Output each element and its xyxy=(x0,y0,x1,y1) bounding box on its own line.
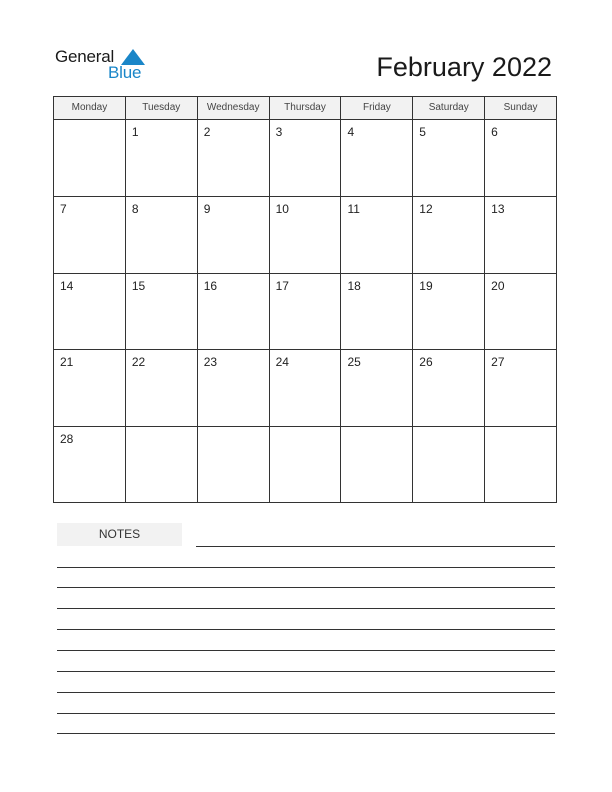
week-row xyxy=(54,273,556,349)
day-cell xyxy=(126,350,198,425)
day-number: 20 xyxy=(491,278,505,293)
day-number: 24 xyxy=(275,355,289,370)
day-number: 10 xyxy=(275,202,289,217)
week-row xyxy=(54,196,556,272)
day-number: 6 xyxy=(491,125,498,139)
day-number: 7 xyxy=(60,202,67,217)
note-line xyxy=(57,692,555,693)
day-number: 21 xyxy=(60,355,74,370)
day-number: 16 xyxy=(203,278,218,293)
weekday-tuesday: Tuesday xyxy=(126,97,198,119)
day-cell xyxy=(485,350,556,425)
weekday-sunday: Sunday xyxy=(503,102,538,113)
day-cell xyxy=(198,197,270,272)
note-line xyxy=(196,546,555,547)
weekday-header xyxy=(53,96,557,120)
note-line xyxy=(57,629,555,630)
note-line xyxy=(57,733,555,734)
week-row xyxy=(54,120,556,196)
note-line xyxy=(57,671,555,672)
weekday-thursday: Thursday xyxy=(270,97,342,119)
day-cell xyxy=(341,197,413,272)
day-cell xyxy=(54,350,126,425)
day-cell xyxy=(341,350,413,425)
day-number: 27 xyxy=(491,355,505,370)
day-cell xyxy=(198,274,270,349)
day-number: 13 xyxy=(491,202,505,217)
day-cell xyxy=(198,350,270,425)
day-cell xyxy=(341,427,413,502)
day-cell xyxy=(126,274,198,349)
day-cell xyxy=(413,274,485,349)
weekday-wednesday: Wednesday xyxy=(198,97,270,119)
note-line xyxy=(57,650,555,651)
day-cell xyxy=(198,427,270,502)
day-number: 26 xyxy=(419,355,433,370)
note-line xyxy=(57,587,555,588)
weekday-saturday: Saturday xyxy=(413,97,485,119)
day-cell xyxy=(126,427,198,502)
day-number: 5 xyxy=(419,125,426,139)
day-cell xyxy=(341,274,413,349)
day-number: 25 xyxy=(347,355,361,370)
logo-blue-text: Blue xyxy=(108,63,142,82)
day-cell xyxy=(413,197,485,272)
day-cell xyxy=(270,120,342,196)
day-cell xyxy=(341,120,413,196)
day-cell xyxy=(198,120,270,196)
day-number: 1 xyxy=(131,125,139,139)
day-number: 11 xyxy=(347,202,360,217)
note-line xyxy=(57,608,555,609)
notes-label: NOTES xyxy=(57,523,182,546)
day-cell xyxy=(485,427,556,502)
day-cell xyxy=(485,197,556,272)
day-cell xyxy=(54,274,126,349)
day-cell xyxy=(270,350,342,425)
day-cell xyxy=(485,120,556,196)
day-number: 14 xyxy=(60,278,74,293)
calendar-grid xyxy=(53,96,557,502)
calendar-body xyxy=(53,120,557,503)
day-number: 2 xyxy=(203,125,211,139)
note-line xyxy=(57,713,555,714)
day-cell xyxy=(126,197,198,272)
day-cell xyxy=(485,274,556,349)
day-number: 15 xyxy=(131,278,146,293)
week-row xyxy=(54,426,556,502)
logo-general-text: General xyxy=(55,47,115,66)
day-number: 8 xyxy=(131,202,139,217)
weekday-monday: Monday xyxy=(54,97,126,119)
day-number: 28 xyxy=(60,431,74,446)
day-cell xyxy=(126,120,198,196)
day-number: 9 xyxy=(203,202,211,217)
day-cell xyxy=(413,427,485,502)
note-line xyxy=(57,567,555,568)
day-number: 17 xyxy=(275,278,289,293)
day-cell xyxy=(413,350,485,425)
week-row xyxy=(54,349,556,425)
day-cell xyxy=(54,427,126,502)
day-number: 3 xyxy=(275,125,283,139)
day-number: 18 xyxy=(347,278,361,293)
day-cell xyxy=(270,427,342,502)
day-number: 4 xyxy=(347,125,355,139)
day-cell xyxy=(270,197,342,272)
day-cell xyxy=(413,120,485,196)
day-cell xyxy=(54,120,126,196)
day-number: 22 xyxy=(131,355,146,370)
weekday-friday: Friday xyxy=(341,97,413,119)
day-number: 19 xyxy=(419,278,433,293)
day-cell xyxy=(54,197,126,272)
logo xyxy=(55,47,155,83)
day-number: 12 xyxy=(419,202,433,217)
day-number: 23 xyxy=(203,355,218,370)
page-title: February 2022 xyxy=(376,52,552,82)
day-cell xyxy=(270,274,342,349)
